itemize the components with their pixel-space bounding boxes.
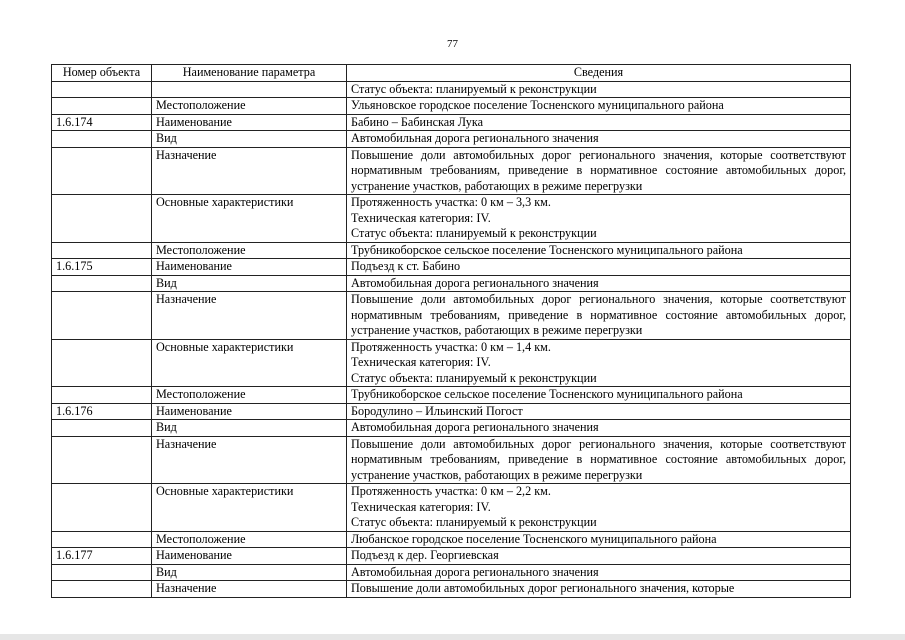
details-cell: [347, 339, 851, 387]
details-cell: Автомобильная дорога регионального значения: [347, 420, 851, 437]
header-parameter-name: Наименование параметра: [152, 65, 347, 82]
details-line: Техническая категория: IV.: [351, 355, 491, 369]
details-cell: Подъезд к дер. Георгиевская: [347, 548, 851, 565]
table-row: [52, 259, 851, 276]
parameter-name-cell: Вид: [152, 275, 347, 292]
object-number-cell: [52, 581, 152, 598]
details-line: Техническая категория: IV.: [351, 210, 491, 225]
object-number-cell: [52, 339, 152, 387]
object-number-cell: 1.6.174: [52, 114, 152, 131]
parameter-name-cell: Назначение: [152, 436, 347, 484]
object-number-cell: 1.6.176: [52, 403, 152, 420]
object-number-cell: [52, 387, 152, 404]
details-cell: Ульяновское городское поселение Тосненского муниципального района: [347, 98, 851, 115]
table-row: [52, 484, 851, 532]
parameter-name-cell: Основные характеристики: [152, 484, 347, 532]
object-number-cell: [52, 98, 152, 115]
objects-table: [51, 64, 851, 598]
parameter-name-cell: Наименование: [152, 403, 347, 420]
table-row: [52, 420, 851, 437]
table-row: [52, 81, 851, 98]
parameter-name-cell: Местоположение: [152, 387, 347, 404]
parameter-name-cell: Назначение: [152, 581, 347, 598]
table-row: [52, 292, 851, 340]
table-row: [52, 339, 851, 387]
details-cell: Трубникоборское сельское поселение Тосненского муниципального района: [347, 387, 851, 404]
parameter-name-cell: Наименование: [152, 259, 347, 276]
details-cell: [347, 195, 851, 243]
page-number: 77: [447, 38, 458, 50]
object-number-cell: [52, 275, 152, 292]
parameter-name-cell: Местоположение: [152, 242, 347, 259]
table-row: [52, 195, 851, 243]
parameter-name-cell: Назначение: [152, 292, 347, 340]
parameter-name-cell: Вид: [152, 131, 347, 148]
scan-bottom-edge: [0, 634, 905, 640]
details-cell: Статус объекта: планируемый к реконструкции: [347, 81, 851, 98]
details-cell: Повышение доли автомобильных дорог регионального значения, которые соответствуют нормативным требованиям, приведение в нормативное состояние автомобильных дорог, устранение участков, работающих в режиме перегрузки: [347, 436, 851, 484]
table-row: [52, 242, 851, 259]
object-number-cell: [52, 131, 152, 148]
details-line: Статус объекта: планируемый к реконструкции: [351, 515, 597, 529]
details-cell: Бородулино – Ильинский Погост: [347, 403, 851, 420]
object-number-cell: 1.6.177: [52, 548, 152, 565]
parameter-name-cell: Наименование: [152, 114, 347, 131]
table-header-row: [52, 65, 851, 82]
object-number-cell: [52, 292, 152, 340]
table-row: [52, 131, 851, 148]
object-number-cell: [52, 242, 152, 259]
details-cell: Автомобильная дорога регионального значения: [347, 275, 851, 292]
parameter-name-cell: Местоположение: [152, 531, 347, 548]
details-cell: [347, 484, 851, 532]
parameter-name-cell: Наименование: [152, 548, 347, 565]
object-number-cell: [52, 531, 152, 548]
details-cell: Трубникоборское сельское поселение Тосненского муниципального района: [347, 242, 851, 259]
object-number-cell: [52, 195, 152, 243]
object-number-cell: [52, 81, 152, 98]
parameter-name-cell: Основные характеристики: [152, 195, 347, 243]
parameter-name-cell: Вид: [152, 420, 347, 437]
details-line: Протяженность участка: 0 км – 3,3 км.: [351, 195, 551, 209]
details-cell: Подъезд к ст. Бабино: [347, 259, 851, 276]
parameter-name-cell: [152, 81, 347, 98]
header-details: Сведения: [347, 65, 851, 82]
parameter-name-cell: Местоположение: [152, 98, 347, 115]
object-number-cell: [52, 484, 152, 532]
table-row: [52, 531, 851, 548]
details-line: Протяженность участка: 0 км – 1,4 км.: [351, 339, 551, 354]
details-cell: Любанское городское поселение Тосненского муниципального района: [347, 531, 851, 548]
details-cell: Повышение доли автомобильных дорог регионального значения, которые: [347, 581, 851, 598]
details-cell: Повышение доли автомобильных дорог регионального значения, которые соответствуют нормативным требованиям, приведение в нормативное состояние автомобильных дорог, устранение участков, работающих в режиме перегрузки: [347, 147, 851, 195]
details-line: Протяженность участка: 0 км – 2,2 км.: [351, 484, 551, 498]
parameter-name-cell: Назначение: [152, 147, 347, 195]
parameter-name-cell: Вид: [152, 564, 347, 581]
object-number-cell: [52, 420, 152, 437]
table-row: [52, 147, 851, 195]
table-row: [52, 564, 851, 581]
table-row: [52, 581, 851, 598]
table-row: [52, 403, 851, 420]
table-row: [52, 114, 851, 131]
object-number-cell: [52, 147, 152, 195]
details-line: Статус объекта: планируемый к реконструкции: [351, 226, 597, 240]
table-row: [52, 387, 851, 404]
details-cell: Автомобильная дорога регионального значения: [347, 131, 851, 148]
object-number-cell: 1.6.175: [52, 259, 152, 276]
object-number-cell: [52, 436, 152, 484]
object-number-cell: [52, 564, 152, 581]
details-line: Техническая категория: IV.: [351, 499, 491, 514]
details-cell: Повышение доли автомобильных дорог регионального значения, которые соответствуют нормативным требованиям, приведение в нормативное состояние автомобильных дорог, устранение участков, работающих в режиме перегрузки: [347, 292, 851, 340]
details-line: Статус объекта: планируемый к реконструкции: [351, 370, 597, 385]
table-row: [52, 98, 851, 115]
details-cell: Автомобильная дорога регионального значения: [347, 564, 851, 581]
table-row: [52, 275, 851, 292]
details-cell: Бабино – Бабинская Лука: [347, 114, 851, 131]
table-row: [52, 436, 851, 484]
table-row: [52, 548, 851, 565]
header-object-number: Номер объекта: [52, 65, 152, 82]
parameter-name-cell: Основные характеристики: [152, 339, 347, 387]
